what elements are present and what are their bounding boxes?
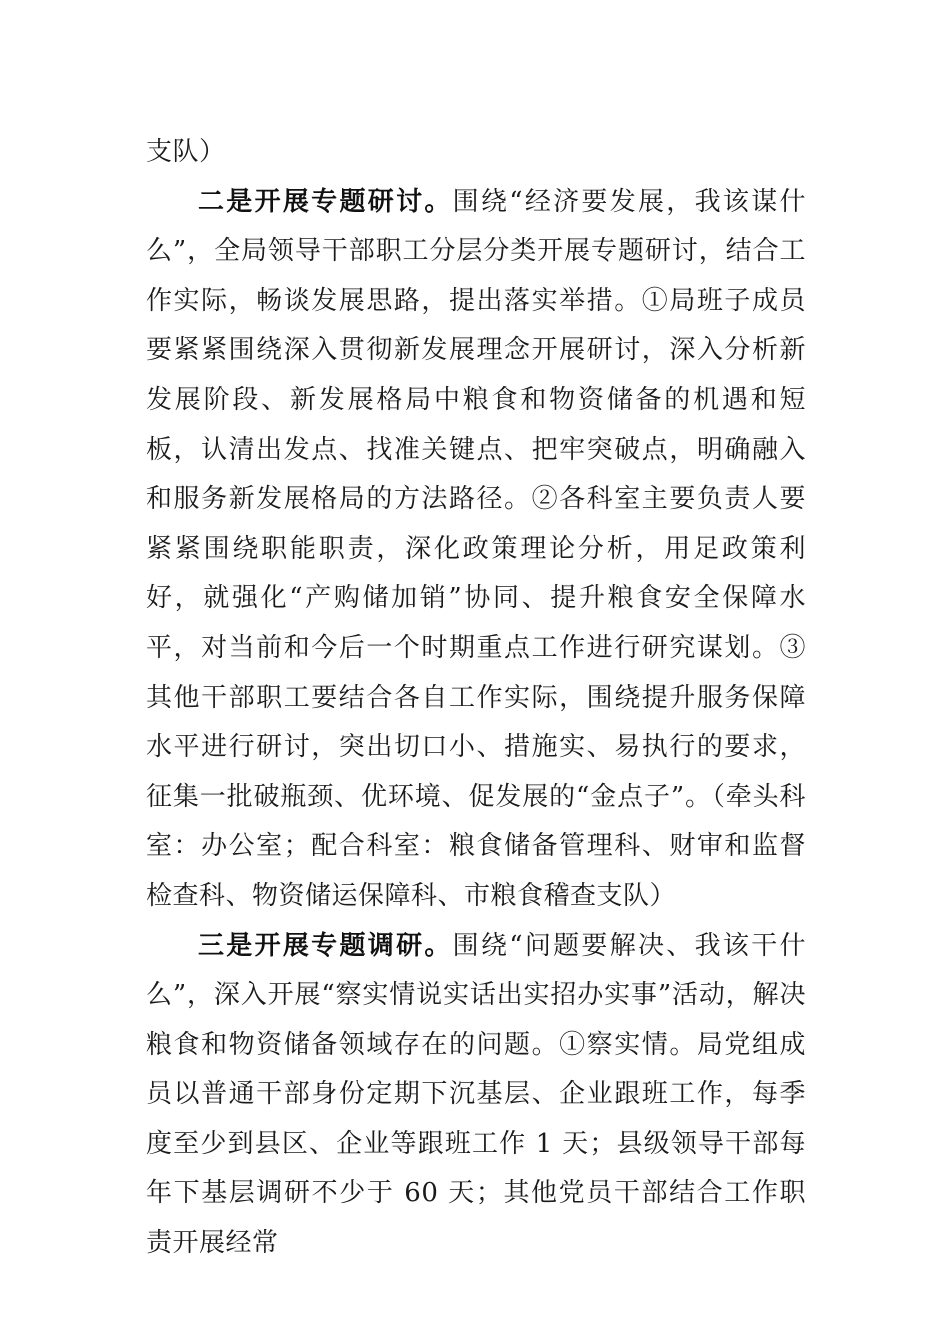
document-body — [146, 128, 806, 1269]
paragraph-text: 围绕“经济要发展，我该谋什么”，全局领导干部职工分层分类开展专题研讨，结合工作实际，畅谈发展思路，提出落实举措。①局班子成员要紧紧围绕深入贯彻新发展理念开展研讨，深入分析新发展阶段、新发展格局中粮食和物资储备的机遇和短板，认清出发点、找准关键点、把牢突破点，明确融入和服务新发展格局的方法路径。②各科室主要负责人要紧紧围绕职能职责，深化政策理论分析，用足政策利好，就强化“产购储加销”协同、提升粮食安全保障水平，对当前和今后一个时期重点工作进行研究谋划。③其他干部职工要结合各自工作实际，围绕提升服务保障水平进行研讨，突出切口小、措施实、易执行的要求，征集一批破瓶颈、优环境、促发展的“金点子”。（牵头科室：办公室；配合科室：粮食储备管理科、财审和监督检查科、物资储运保障科、市粮食稽查支队） — [146, 186, 806, 911]
paragraph-text: 支队） — [146, 137, 226, 167]
paragraph-lead-heading: 三是开展专题调研。 — [198, 930, 453, 961]
paragraph-lead-heading: 二是开展专题研讨。 — [198, 186, 453, 217]
paragraph-topic-seminar — [146, 178, 806, 922]
paragraph-continuation — [146, 128, 806, 178]
paragraph-topic-research — [146, 922, 806, 1269]
paragraph-text: 围绕“问题要解决、我该干什么”，深入开展“察实情说实话出实招办实事”活动，解决粮食和物资储备领域存在的问题。①察实情。局党组成员以普通干部身份定期下沉基层、企业跟班工作，每季度至少到县区、企业等跟班工作 1 天；县级领导干部每年下基层调研不少于 60 天；其他党员干部结合工作职责开展经常 — [146, 930, 806, 1259]
